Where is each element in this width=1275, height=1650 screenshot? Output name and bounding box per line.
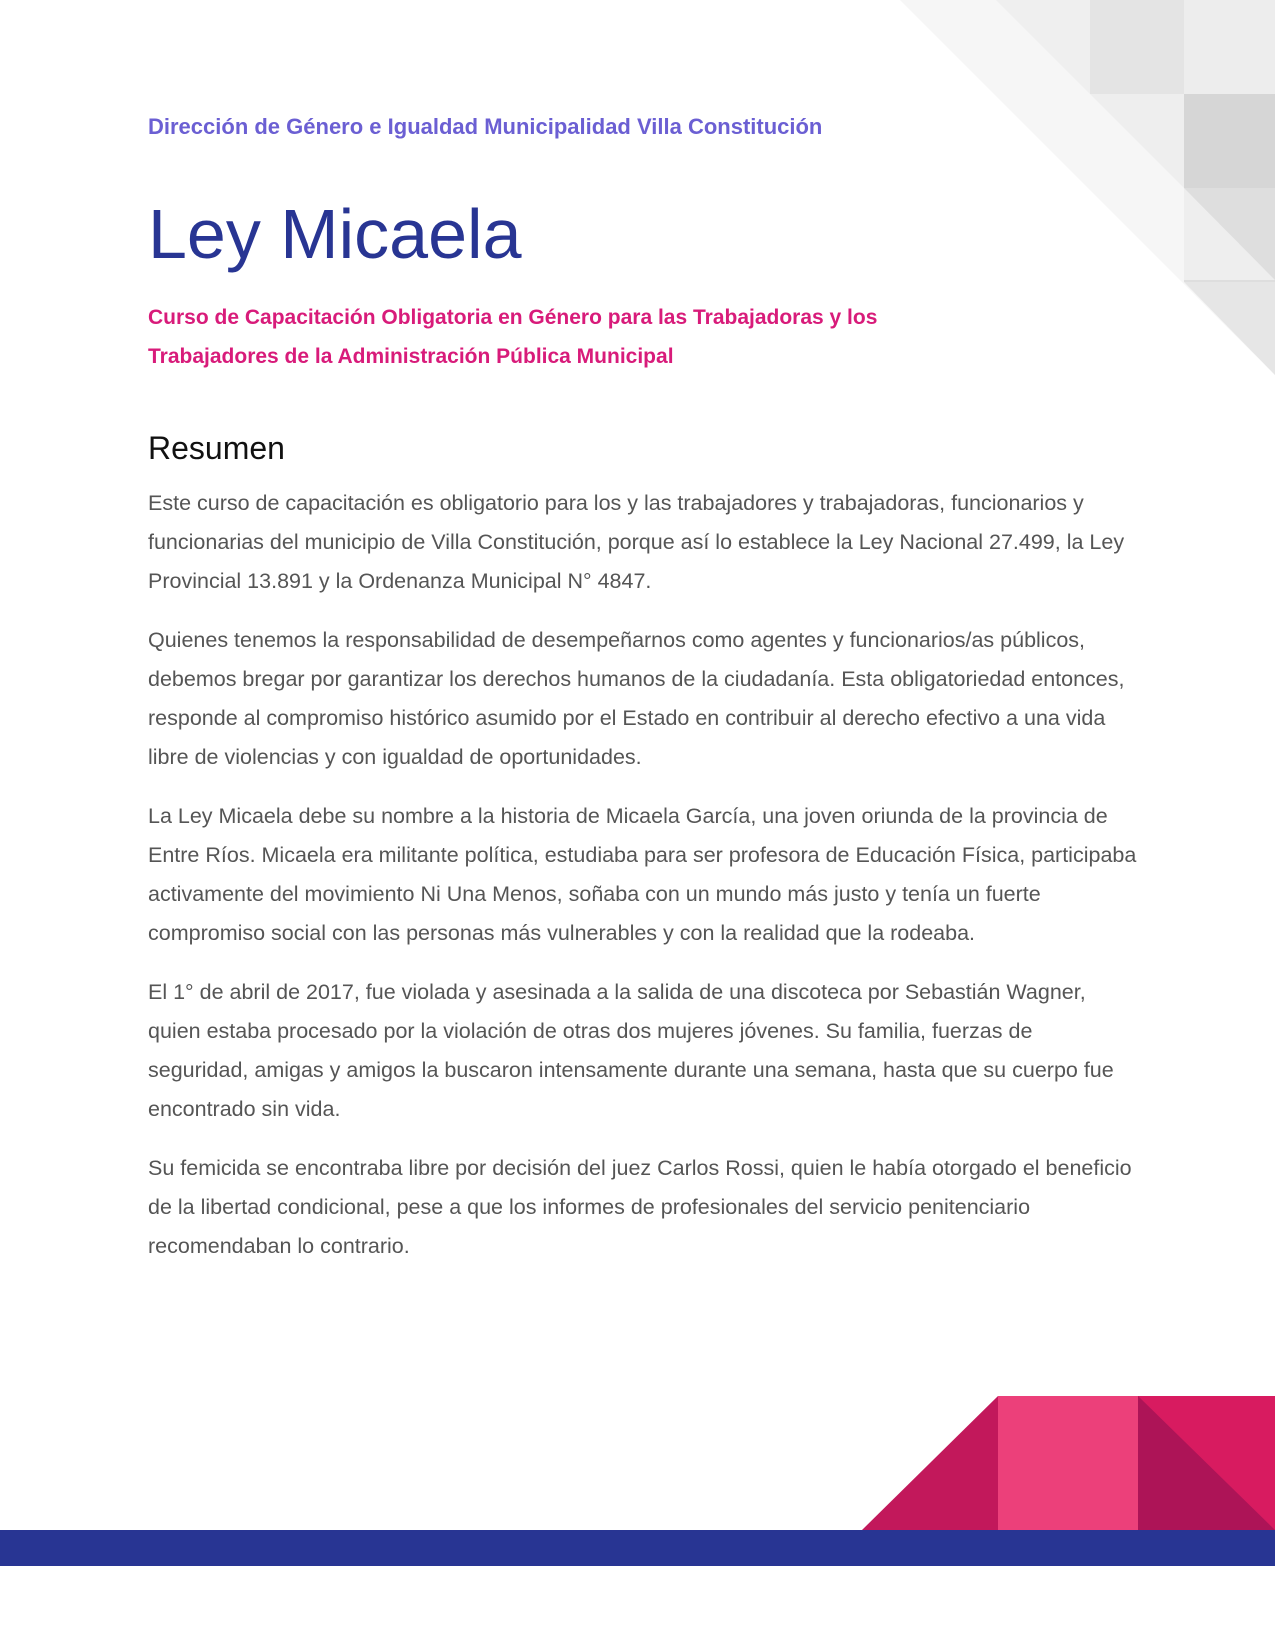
document-title: Ley Micaela <box>148 195 522 273</box>
paragraph-2: Quienes tenemos la responsabilidad de desempeñarnos como agentes y funcionarios/as públicos, debemos bregar por garantizar los derechos humanos de la ciudadanía. Esta obligatoriedad entonces, responde al compromiso histórico asumido por el Estado en contribuir al derecho efectivo a una vida libre de violencias y con igualdad de oportunidades. <box>148 628 1125 769</box>
footer-bar <box>0 1530 1275 1566</box>
paragraph-4: El 1° de abril de 2017, fue violada y asesinada a la salida de una discoteca por Sebastián Wagner, quien estaba procesado por la violación de otras dos mujeres jóvenes. Su familia, fuerzas de seguridad, amigas y amigos la buscaron intensamente durante una semana, hasta que su cuerpo fue encontrado sin vida. <box>148 980 1114 1121</box>
document-content <box>148 108 1138 1258</box>
bottom-right-accent <box>862 1396 1275 1530</box>
paragraph-1: Este curso de capacitación es obligatorio para los y las trabajadores y trabajadoras, funcionarios y funcionarias del municipio de Villa Constitución, porque así lo establece la Ley Nacional 27.499, la Ley Provincial 13.891 y la Ordenanza Municipal N° 4847. <box>148 491 1125 593</box>
section-heading: Resumen <box>148 430 285 466</box>
section-body <box>148 484 1138 1286</box>
top-right-mosaic <box>900 0 1275 375</box>
document-subtitle: Curso de Capacitación Obligatoria en Género para las Trabajadoras y los Trabajadores de la Administración Pública Municipal <box>148 306 878 368</box>
paragraph-3: La Ley Micaela debe su nombre a la historia de Micaela García, una joven oriunda de la provincia de Entre Ríos. Micaela era militante política, estudiaba para ser profesora de Educación Física, participaba activamente del movimiento Ni Una Menos, soñaba con un mundo más justo y tenía un fuerte compromiso social con las personas más vulnerables y con la realidad que la rodeaba. <box>148 804 1137 945</box>
paragraph-5: Su femicida se encontraba libre por decisión del juez Carlos Rossi, quien le había otorgado el beneficio de la libertad condicional, pese a que los informes de profesionales del servicio penitenciario recomendaban lo contrario. <box>148 1156 1132 1258</box>
organization-name: Dirección de Género e Igualdad Municipalidad Villa Constitución <box>148 114 823 139</box>
